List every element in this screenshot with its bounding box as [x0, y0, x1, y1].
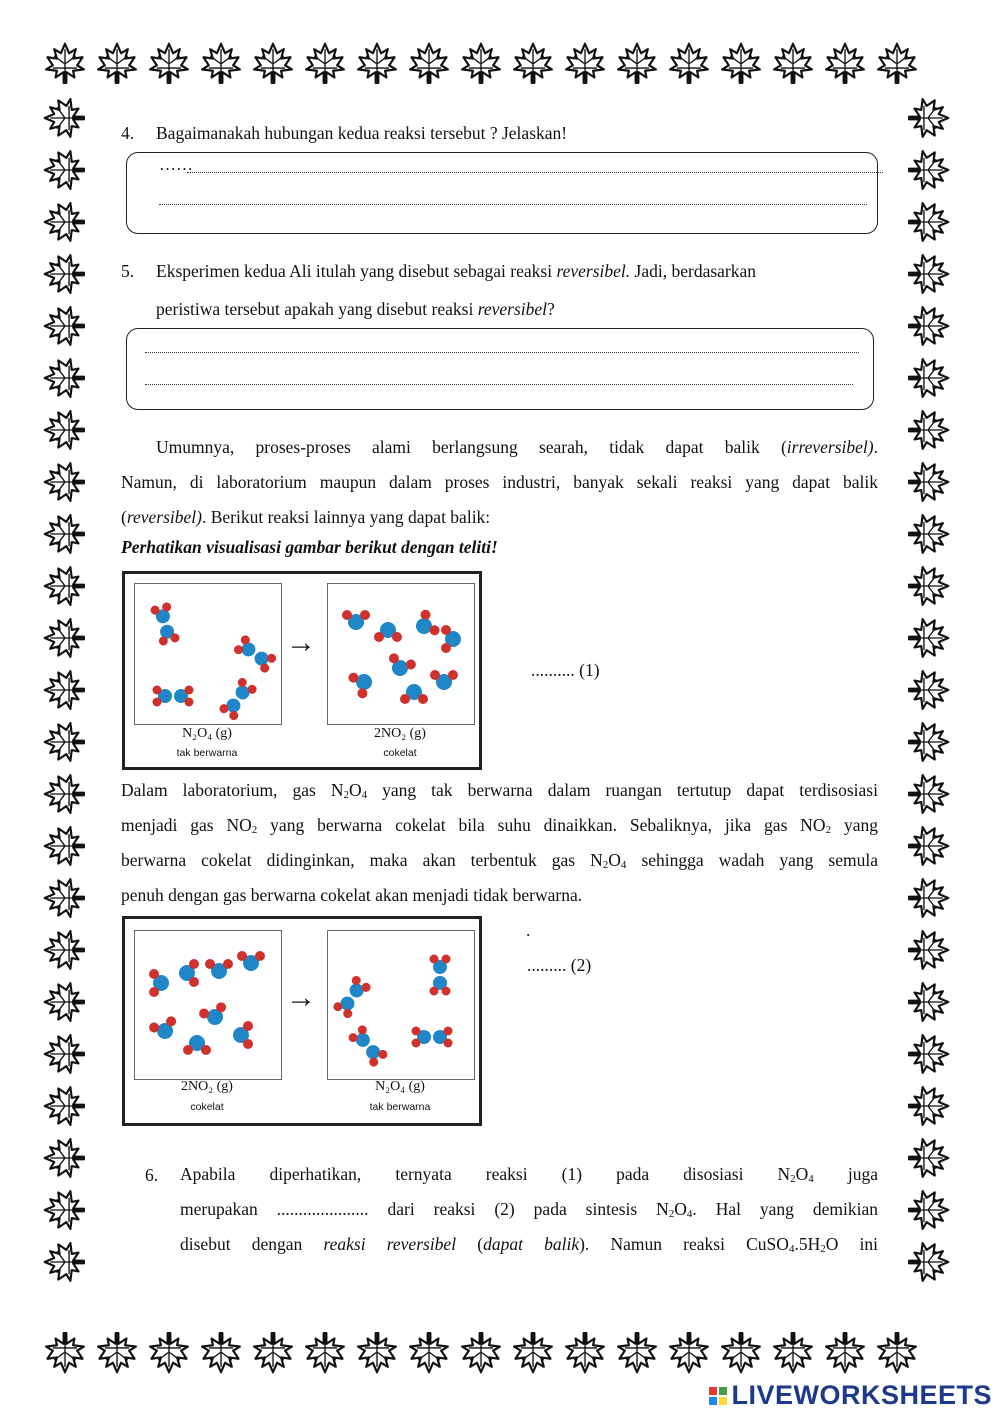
stray-dot: . — [526, 920, 531, 940]
no2-molecule — [342, 610, 370, 630]
maple-leaf-icon — [909, 567, 948, 605]
no2-molecule — [149, 969, 169, 997]
maple-leaf-icon — [909, 463, 948, 501]
figure-1-left-panel — [134, 583, 282, 725]
dissociation-paragraph: Dalam laboratorium, gas $N_2O_4$ yang tak berwarna dalam ruangan tertutup dapat terdisosiasi menjadi gas $NO_2$ yang berwarna cokelat bila suhu dinaikkan. Sebaliknya, jika gas $NO_2$ yang berwarna cokelat didinginkan, maka akan terbentuk gas $N_2O_4$ sehingga wadah yang semula penuh dengan gas berwarna cokelat akan menjadi tidak berwarna. — [121, 780, 878, 905]
maple-leaf-icon — [150, 44, 188, 83]
maple-leaf-icon — [909, 879, 948, 917]
maple-leaf-icon — [670, 44, 708, 83]
figure-2-left-formula: 2NO₂ (g) — [181, 1079, 233, 1094]
maple-leaf-icon — [909, 827, 948, 865]
maple-leaf-icon — [909, 1191, 948, 1229]
question-6-text: Apabila diperhatikan, ternyata reaksi (1) pada disosiasi $N_2O_4$ juga merupakan ..................... dari reaksi (2) pada sintesis $N_2O_4$. Hal yang demikian disebut dengan reaksi reversibel (dapat balik). Namun reaksi $CuSO_4.5H_2O$ ini — [180, 1164, 878, 1255]
molecules-no2 — [328, 584, 474, 724]
n2o4-molecule — [153, 686, 194, 707]
n2o4-molecule — [218, 676, 259, 722]
no2-molecule — [410, 608, 441, 642]
n2o4-molecule — [347, 1024, 389, 1069]
maple-leaf-icon — [45, 879, 84, 917]
maple-leaf-icon — [45, 671, 84, 709]
maple-leaf-icon — [909, 307, 948, 345]
maple-leaf-icon — [45, 359, 84, 397]
no2-molecule — [179, 959, 199, 987]
maple-leaf-icon — [358, 44, 396, 83]
maple-leaf-icon — [45, 1035, 84, 1073]
maple-leaf-icon — [45, 463, 84, 501]
no2-molecule — [384, 652, 417, 680]
maple-leaf-icon — [46, 44, 84, 83]
maple-leaf-icon — [45, 203, 84, 241]
molecules-no2 — [135, 931, 281, 1079]
n2o4-molecule — [150, 601, 181, 646]
maple-leaf-icon — [774, 1333, 812, 1372]
maple-leaf-icon — [45, 151, 84, 189]
figure-1-right-panel — [327, 583, 475, 725]
question-5-line-2: peristiwa tersebut apakah yang disebut reaksi reversibel? — [156, 299, 555, 319]
maple-leaf-icon — [909, 931, 948, 969]
no2-molecule — [441, 625, 461, 653]
maple-leaf-icon — [45, 255, 84, 293]
maple-leaf-icon — [254, 44, 292, 83]
no2-molecule — [347, 666, 378, 700]
maple-leaf-icon — [254, 1333, 292, 1372]
maple-leaf-icon — [45, 1087, 84, 1125]
maple-leaf-icon — [45, 307, 84, 345]
figure-2-right-state: tak berwarna — [369, 1101, 431, 1113]
maple-leaf-icon — [45, 515, 84, 553]
figure-1-right-formula: 2NO₂ (g) — [374, 726, 426, 741]
answer-4-leading-dots: …… — [159, 155, 193, 174]
instruction-text: Perhatikan visualisasi gambar berikut dengan teliti! — [121, 537, 498, 557]
intro-paragraph: Umumnya, proses-proses alami berlangsung searah, tidak dapat balik (irreversibel). Namun, di laboratorium maupun dalam proses industri, banyak sekali reaksi yang dapat balik (reversibel). Berikut reaksi lainnya yang dapat balik: — [121, 437, 878, 527]
answer-5-line-2 — [145, 383, 853, 385]
answer-5-line-1 — [145, 351, 859, 353]
question-5 — [121, 253, 881, 319]
maple-leaf-icon — [462, 1333, 500, 1372]
maple-leaf-icon — [909, 723, 948, 761]
maple-leaf-icon — [514, 44, 552, 83]
reaction-arrow: → — [286, 626, 316, 659]
answer-4-line-2 — [159, 203, 867, 205]
figure-2-right-panel — [327, 930, 475, 1080]
maple-leaf-icon — [909, 1243, 948, 1281]
maple-leaf-icon — [909, 255, 948, 293]
maple-leaf-icon — [514, 1333, 552, 1372]
maple-leaf-icon — [45, 1139, 84, 1177]
maple-leaf-icon — [670, 1333, 708, 1372]
maple-leaf-icon — [878, 1333, 916, 1372]
question-4 — [121, 115, 568, 151]
maple-leaf-icon — [618, 1333, 656, 1372]
figure-2-right-formula: N₂O₄ (g) — [375, 1079, 425, 1094]
maple-leaf-icon — [45, 983, 84, 1021]
n2o4-molecule — [332, 974, 373, 1020]
maple-leaf-icon — [45, 931, 84, 969]
maple-leaf-icon — [98, 44, 136, 83]
maple-leaf-icon — [566, 44, 604, 83]
maple-leaf-icon — [722, 1333, 760, 1372]
figure-2-left-panel — [134, 930, 282, 1080]
maple-leaf-icon — [909, 983, 948, 1021]
maple-leaf-icon — [45, 99, 84, 137]
maple-leaf-icon — [45, 775, 84, 813]
answer-box-4[interactable] — [126, 152, 878, 234]
reaction-arrow: → — [286, 981, 316, 1014]
maple-leaf-icon — [909, 1139, 948, 1177]
maple-leaf-icon — [826, 44, 864, 83]
no2-molecule — [205, 959, 233, 979]
maple-leaf-icon — [909, 515, 948, 553]
maple-leaf-icon — [722, 44, 760, 83]
liveworksheets-logo[interactable] — [709, 1380, 992, 1411]
maple-leaf-icon — [306, 44, 344, 83]
figure-2-left-state: cokelat — [190, 1101, 224, 1113]
answer-box-5[interactable] — [126, 328, 874, 410]
no2-molecule — [374, 622, 402, 642]
figure-1-right-state: cokelat — [383, 747, 417, 759]
brand-text: LIVEWORKSHEETS — [731, 1380, 992, 1410]
maple-leaf-icon — [878, 44, 916, 83]
maple-leaf-icon — [566, 1333, 604, 1372]
maple-leaf-icon — [45, 1191, 84, 1229]
no2-molecule — [233, 1021, 253, 1049]
answer-4-line-1 — [187, 171, 883, 173]
maple-leaf-icon — [45, 1243, 84, 1281]
maple-leaf-icon — [909, 203, 948, 241]
maple-leaf-icon — [909, 1087, 948, 1125]
maple-leaf-icon — [909, 411, 948, 449]
no2-molecule — [400, 684, 428, 704]
no2-molecule — [183, 1035, 211, 1055]
molecules-n2o4 — [328, 931, 474, 1079]
maple-leaf-icon — [826, 1333, 864, 1372]
maple-leaf-icon — [150, 1333, 188, 1372]
maple-leaf-icon — [909, 775, 948, 813]
maple-leaf-icon — [45, 567, 84, 605]
figure-1-left-formula: N₂O₄ (g) — [182, 726, 232, 741]
question-4-text: Bagaimanakah hubungan kedua reaksi tersebut ? Jelaskan! — [156, 123, 568, 143]
maple-leaf-icon — [45, 411, 84, 449]
maple-leaf-icon — [358, 1333, 396, 1372]
maple-leaf-icon — [909, 99, 948, 137]
no2-molecule — [198, 1001, 231, 1029]
molecules-n2o4 — [135, 584, 281, 724]
n2o4-molecule — [412, 1027, 453, 1048]
question-4-number: 4. — [121, 123, 135, 143]
maple-leaf-icon — [202, 1333, 240, 1372]
figure-1 — [122, 571, 482, 770]
maple-leaf-icon — [202, 44, 240, 83]
question-6-number: 6. — [145, 1165, 159, 1185]
maple-leaf-icon — [410, 1333, 448, 1372]
maple-leaf-icon — [909, 671, 948, 709]
question-5-line-1: Eksperimen kedua Ali itulah yang disebut sebagai reaksi reversibel. Jadi, berdasarkan — [156, 261, 757, 281]
maple-leaf-icon — [462, 44, 500, 83]
reaction-2-label: ......... (2) — [527, 955, 592, 975]
maple-leaf-icon — [909, 1035, 948, 1073]
maple-leaf-icon — [410, 44, 448, 83]
maple-leaf-icon — [45, 723, 84, 761]
maple-leaf-icon — [46, 1333, 84, 1372]
maple-leaf-icon — [45, 827, 84, 865]
maple-leaf-icon — [45, 619, 84, 657]
figure-2 — [122, 916, 482, 1126]
figure-1-left-state: tak berwarna — [176, 747, 238, 759]
n2o4-molecule — [232, 634, 278, 675]
question-5-number: 5. — [121, 261, 135, 281]
n2o4-molecule — [430, 955, 451, 996]
reaction-1-label: .......... (1) — [531, 660, 600, 680]
maple-leaf-icon — [774, 44, 812, 83]
no2-molecule — [430, 670, 458, 690]
maple-leaf-icon — [909, 359, 948, 397]
maple-leaf-icon — [98, 1333, 136, 1372]
maple-leaf-icon — [909, 619, 948, 657]
maple-leaf-icon — [306, 1333, 344, 1372]
no2-molecule — [148, 1015, 181, 1043]
liveworksheets-icon — [709, 1387, 727, 1405]
maple-leaf-icon — [618, 44, 656, 83]
no2-molecule — [237, 951, 265, 971]
maple-leaf-icon — [909, 151, 948, 189]
